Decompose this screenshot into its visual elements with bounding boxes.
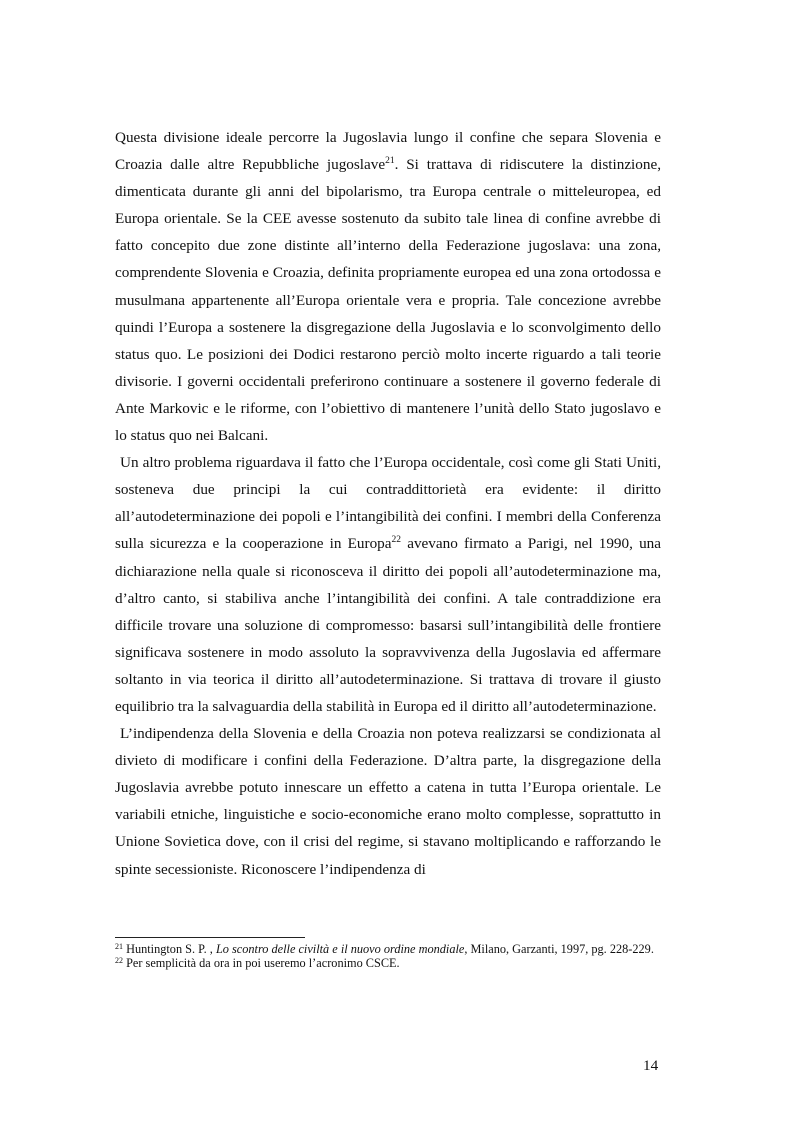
footnote-21 — [115, 943, 661, 957]
paragraph-2 — [115, 449, 661, 720]
paragraph-2-text-b: avevano firmato a Parigi, nel 1990, una dichiarazione nella quale si riconosceva il diritto dei popoli all’autodeterminazione ma, d’altro canto, si stabiliva anche l’intangibilità dei confini. A tale contraddizione era difficile trovare una soluzione di compromesso: basarsi sull’intangibilità delle frontiere significava sostenere in modo assoluto la sopravvivenza della Jugoslavia ed affermare soltanto in via teorica il diritto all’autodeterminazione. Si trattava di trovare il giusto equilibrio tra la salvaguardia della stabilità in Europa ed il diritto all’autodeterminazione. — [115, 535, 661, 715]
page-body — [115, 124, 661, 883]
paragraph-3: L’indipendenza della Slovenia e della Croazia non poteva realizzarsi se condizionata al divieto di modificare i confini della Federazione. D’altra parte, la disgregazione della Jugoslavia avrebbe potuto innescare un effetto a catena in tutta l’Europa orientale. Le variabili etniche, linguistiche e socio-economiche erano molto complesse, soprattutto in Unione Sovietica dove, con il crisi del regime, si stavano moltiplicando e rafforzando le spinte secessioniste. Riconoscere l’indipendenza di — [115, 725, 661, 878]
page-number: 14 — [643, 1057, 659, 1074]
footnote-ref-21[interactable]: 21 — [385, 156, 395, 167]
footnote-title: Lo scontro delle civiltà e il nuovo ordine mondiale — [215, 942, 465, 956]
body-text — [115, 124, 661, 883]
paragraph-2-text-a: Un altro problema riguardava il fatto che l’Europa occidentale, così come gli Stati Uniti, sosteneva due principi la cui contraddittorietà era evidente: il diritto all’autodeterminazione dei popoli e l’intangibilità dei confini. I membri della Conferenza sulla sicurezza e la cooperazione in Europa — [115, 454, 661, 553]
footnote-text: Per semplicità da ora in poi useremo l’acronimo CSCE. — [123, 955, 400, 970]
paragraph-1-text-b: . Si trattava di ridiscutere la distinzione, dimenticata durante gli anni del bipolarismo, tra Europa centrale o mitteleuropea, ed Europa orientale. Se la CEE avesse sostenuto da subito tale linea di confine avrebbe di fatto concepito due zone distinte all’interno della Federazione jugoslava: una zona, comprendente Slovenia e Croazia, definita propriamente europea ed una zona ortodossa e musulmana appartenente all’Europa orientale vera e propria. Tale concezione avrebbe quindi l’Europa a sostenere la disgregazione della Jugoslavia e lo sconvolgimento dello status quo. Le posizioni dei Dodici restarono perciò molto incerte riguardo a tali teorie divisorie. I governi occidentali preferirono continuare a sostenere il governo federale di Ante Markovic e le riforme, con l’obiettivo di mantenere l’unità dello Stato jugoslavo e lo status quo nei Balcani. — [115, 156, 662, 445]
footnotes — [115, 943, 661, 970]
footnote-ref-22[interactable]: 22 — [391, 535, 402, 546]
paragraph-1 — [115, 124, 661, 449]
footnote-22 — [115, 957, 661, 971]
footnote-number: 22 — [115, 955, 123, 965]
footnote-author: Huntington S. P. , — [123, 942, 216, 956]
footnote-citation: , Milano, Garzanti, 1997, pg. 228-229. — [464, 942, 654, 956]
paragraph-1-text-a: Questa divisione ideale percorre la Jugoslavia lungo il confine che separa Slovenia e Croazia dalle altre Repubbliche jugoslave — [115, 129, 661, 174]
footnote-number: 21 — [115, 942, 123, 951]
footnote-separator — [115, 937, 305, 938]
